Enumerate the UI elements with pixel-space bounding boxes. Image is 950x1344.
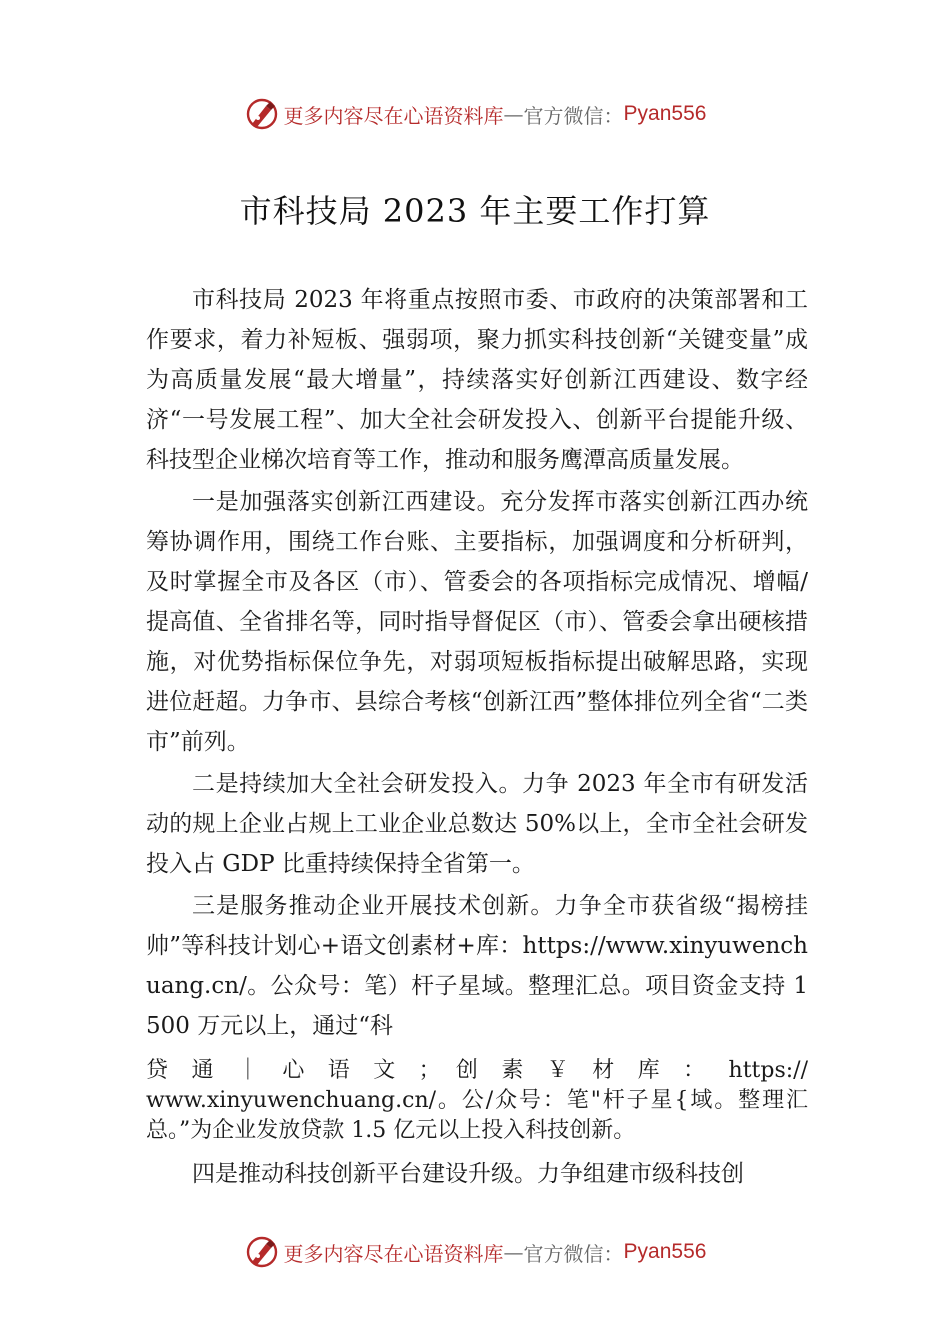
banner-text: 更多内容尽在心语资料库 bbox=[283, 103, 504, 128]
banner-wechat-label: 官方微信： bbox=[523, 1241, 624, 1266]
document-body bbox=[146, 280, 808, 1194]
banner-text: 更多内容尽在心语资料库 bbox=[283, 1241, 504, 1266]
banner-dash: — bbox=[503, 102, 524, 126]
pen-logo-icon bbox=[244, 96, 280, 132]
pen-logo-icon bbox=[244, 1234, 280, 1270]
paragraph-two: 二是持续加大全社会研发投入。力争 2023 年全市有研发活动的规上企业占规上工业企业总数达 50%以上，全市全社会研发投入占 GDP 比重持续保持全省第一。 bbox=[146, 771, 808, 877]
banner-wechat-id: Pyan556 bbox=[623, 102, 707, 125]
paragraph-three: 三是服务推动企业开展技术创新。力争全市获省级“揭榜挂帅”等科技计划心+语文创素材+库：https://www.xinyuwenchuang.cn/。公众号：笔）杆子星域。整理汇总。项目资金支持 1500 万元以上，通过“科 bbox=[146, 893, 808, 1039]
banner-wechat-id: Pyan556 bbox=[623, 1240, 707, 1263]
paragraph-one: 一是加强落实创新江西建设。充分发挥市落实创新江西办统筹协调作用，围绕工作台账、主要指标，加强调度和分析研判，及时掌握全市及各区（市）、管委会的各项指标完成情况、增幅/提高值、全省排名等，同时指导督促区（市）、管委会拿出硬核措施，对优势指标保位争先，对弱项短板指标提出破解思路，实现进位赶超。力争市、县综合考核“创新江西”整体排位列全省“二类市”前列。 bbox=[146, 489, 808, 755]
paragraph-four: 四是推动科技创新平台建设升级。力争组建市级科技创 bbox=[192, 1161, 744, 1187]
paragraph-intro: 市科技局 2023 年将重点按照市委、市政府的决策部署和工作要求，着力补短板、强弱项，聚力抓实科技创新“关键变量”成为高质量发展“最大增量”，持续落实好创新江西建设、数字经济“一号发展工程”、加大全社会研发投入、创新平台提能升级、科技型企业梯次培育等工作，推动和服务鹰潭高质量发展。 bbox=[146, 287, 808, 473]
document-title: 市科技局 2023 年主要工作打算 bbox=[239, 192, 711, 230]
banner-dash: — bbox=[503, 1240, 524, 1264]
watermark-line: 总。”为企业发放贷款 1.5 亿元以上投入科技创新。 bbox=[146, 1118, 636, 1143]
watermark-text-block bbox=[146, 1056, 808, 1146]
watermark-line: 贷 通 ｜ 心 语 文 ； 创 素 ￥ 材 库 ： https:// bbox=[146, 1058, 808, 1083]
watermark-line: www.xinyuwenchuang.cn/。公/众号：笔"杆子星{域。整理汇 bbox=[146, 1088, 808, 1113]
header-banner bbox=[0, 92, 950, 136]
banner-wechat-label: 官方微信： bbox=[523, 103, 624, 128]
footer-banner bbox=[0, 1230, 950, 1274]
